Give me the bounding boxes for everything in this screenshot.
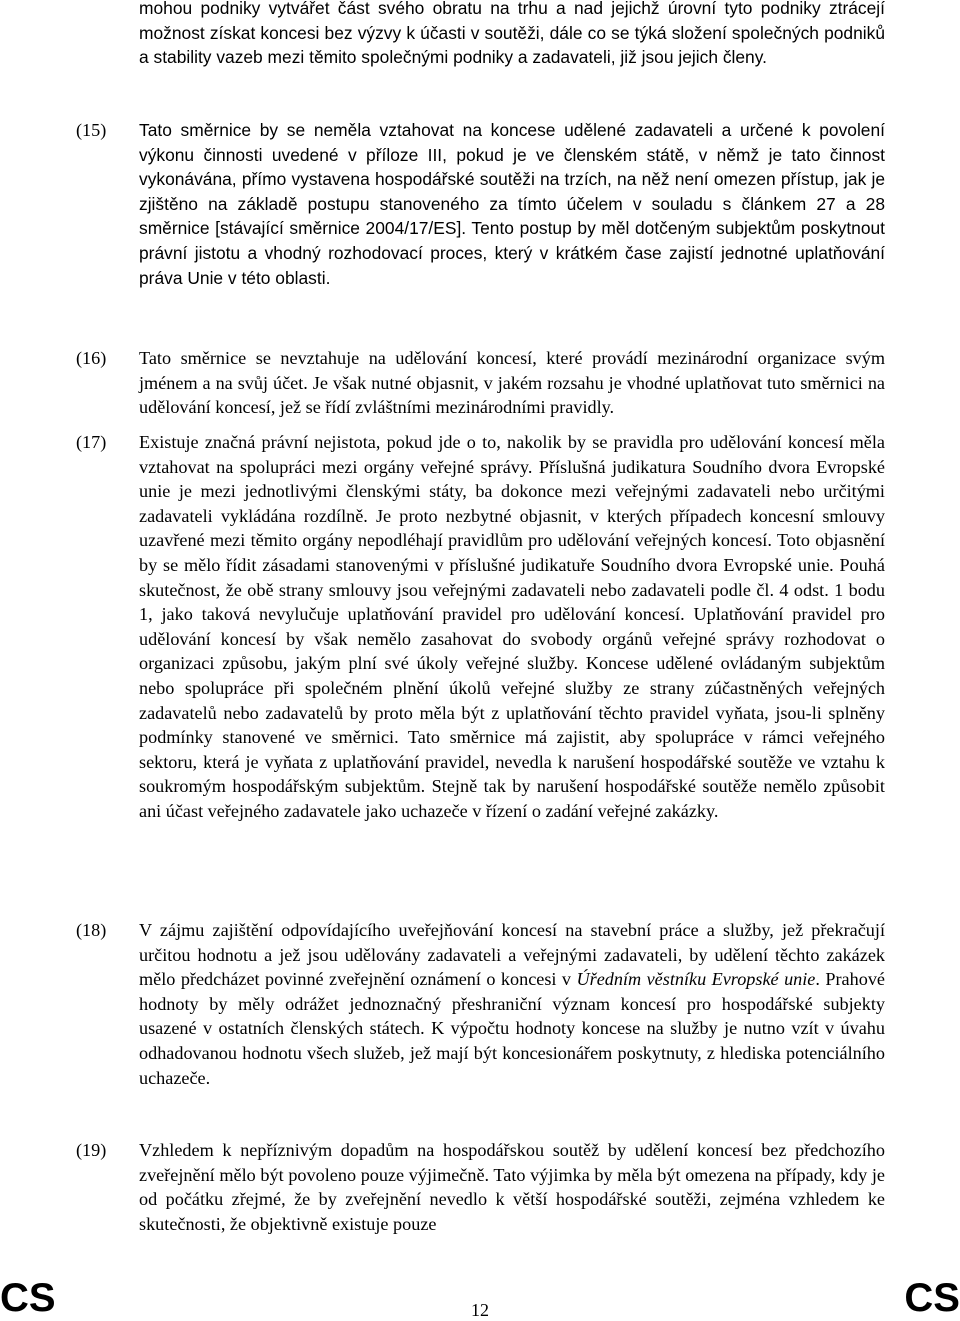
- paragraph-text: Tato směrnice se nevztahuje na udělování koncesí, které provádí mezinárodní organizace svým jménem a na svůj účet. Je však nutné objasnit, v jakém rozsahu je vhodné uplatňovat tuto směrnici na udělování koncesí, jež se řídí zvláštními mezinárodními pravidly.: [139, 348, 885, 418]
- paragraph-text: mohou podniky vytvářet část svého obratu na trhu a nad jejichž úrovní tyto podniky ztrácejí možnost získat koncesi bez výzvy k účasti v soutěži, dále co se týká složení společných podniků a stability vazeb mezi těmito společnými podniky a zadavateli, již jsou jejich členy.: [139, 0, 885, 68]
- paragraph-text-part: V zájmu zajištění odpovídajícího uveřejňování koncesí na stavební práce a služby, jež překračují určitou hodnotu a jež jsou udělovány zadavateli a veřejnými zadavateli, by udělení těchto zakázek mělo předcházet povinné zveřejnění oznámení o koncesi v: [139, 920, 885, 990]
- paragraph-number: (15): [76, 120, 107, 140]
- paragraph-text: Vzhledem k nepříznivým dopadům na hospodářskou soutěž by udělení koncesí bez předchozího zveřejnění mělo být povoleno pouze výjimečně. Tato výjimka by měla být omezena na případy, kdy je od počátku zřejmé, že by zveřejnění nevedlo k větší hospodářské soutěži, zejména vzhledem ke skutečnosti, že objektivně existuje pouze: [139, 1140, 885, 1234]
- paragraph-number: (17): [76, 432, 107, 452]
- paragraph-number: (18): [76, 920, 107, 940]
- paragraph-number: (16): [76, 348, 107, 368]
- paragraph-text-part: . Prahové hodnoty by měly odrážet jednoznačný přeshraniční význam koncesí pro hospodářské subjekty usazené v ostatních členských státech. K výpočtu hodnoty koncese na služby je nutno vzít v úvahu odhadovanou hodnotu všech služeb, jež mají být koncesionářem poskytnuty, z hlediska potenciálního uchazeče.: [139, 969, 885, 1088]
- page-number: 12: [471, 1300, 489, 1320]
- paragraph-text: Tato směrnice by se neměla vztahovat na koncese udělené zadavateli a určené k povolení výkonu činnosti uvedené v příloze III, pokud je ve členském státě, v němž je tato činnost vykonávána, přímo vystavena hospodářské soutěži na trzích, na něž není omezen přístup, jak je zjištěno na základě postupu stanoveného za tímto účelem v souladu s článkem 27 a 28 směrnice [stávající směrnice 2004/17/ES]. Tento postup by měl dotčeným subjektům poskytnout právní jistotu a vhodný rozhodovací proces, který v krátkém čase zajistí jednotné uplatňování práva Unie v této oblasti.: [139, 120, 885, 288]
- journal-name: Úředním věstníku Evropské unie: [576, 969, 816, 990]
- footer-language-code-right: CS: [904, 1276, 960, 1320]
- paragraph-number: (19): [76, 1140, 107, 1160]
- footer-language-code-left: CS: [0, 1276, 56, 1320]
- paragraph-text: [139, 918, 885, 1090]
- paragraph-text: Existuje značná právní nejistota, pokud jde o to, nakolik by se pravidla pro udělování koncesí měla vztahovat na spolupráci mezi orgány veřejné správy. Příslušná judikatura Soudního dvora Evropské unie je mezi jednotlivými členskými státy, ba dokonce mezi veřejnými zadavateli nebo určitými zadavateli vykládána rozdílně. Je proto nezbytné objasnit, v kterých případech koncesní smlouvy uzavřené mezi těmito orgány nepodléhají pravidlům pro udělování veřejných koncesí. Toto objasnění by se mělo řídit zásadami stanovenými v příslušné judikatuře Soudního dvora Evropské unie. Pouhá skutečnost, že obě strany smlouvy jsou veřejnými zadavateli nebo zadavateli podle čl. 4 odst. 1 bodu 1, jako taková nevylučuje uplatňování pravidel pro udělování koncesí. Uplatňování pravidel pro udělování koncesí by však nemělo zasahovat do svobody orgánů veřejné správy rozhodovat o organizaci způsobu, jakým plní své úkoly veřejné služby. Koncese udělené ovládaným subjektům nebo spolupráce při společném plnění úkolů veřejné služby ze strany zúčastněných veřejných zadavatelů nebo zadavatelů by proto měla být z uplatňování těchto pravidel vyňata, jsou-li splněny podmínky stanovené ve směrnici. Tato směrnice má zajistit, aby spolupráce v rámci veřejného sektoru, která je vyňata z uplatňování pravidel, nevedla k narušení hospodářské soutěže ve vztahu k soukromým hospodářským subjektům. Stejně tak by narušení hospodářské soutěže nemělo způsobit ani účast veřejného zadavatele jako uchazeče v řízení o zadání veřejné zakázky.: [139, 432, 885, 821]
